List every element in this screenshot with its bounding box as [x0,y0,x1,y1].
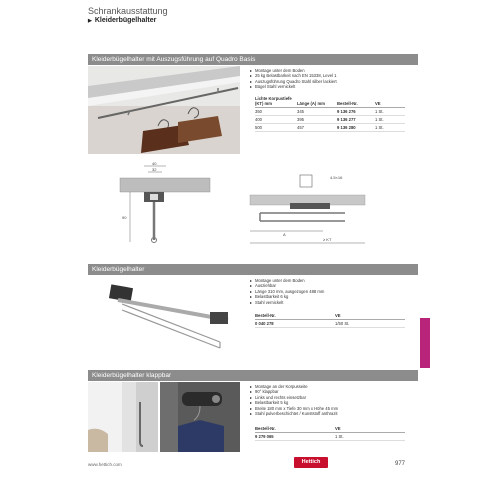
spec-table-2 [255,312,405,328]
feature-item: ▸ Stahl pulverbeschichtet / Kunststoff anthrazit [250,411,418,416]
table-cell: 500 [255,124,297,132]
chapter-tab [420,318,430,368]
table-cell: 9 136 277 [337,116,375,124]
table-cell: 345 [297,108,337,116]
product-photo-3a [88,382,158,452]
page-subtitle-text: Kleiderbügelhalter [94,17,157,24]
dimension-label: 32 [152,167,157,172]
feature-item: ▸ Stahl vernickelt [250,300,418,305]
table-header: VE [335,425,405,433]
dimension-label: ≥ KT [323,237,332,242]
brand-logo: Hettich [294,457,328,468]
feature-item: ▸ Bügel Stahl vernickelt [250,84,418,89]
page-number: 977 [395,461,406,467]
table-row [255,116,405,124]
table-cell: 395 [297,116,337,124]
section-header-2: Kleiderbügelhalter [88,264,418,275]
table-header: Bestell-Nr. [337,95,375,108]
dimension-label: A [283,232,286,237]
section-header-3: Kleiderbügelhalter klappbar [88,370,418,381]
table-row [255,124,405,132]
table-cell: 1 St. [375,124,405,132]
spec-table-3 [255,425,405,441]
table-row [255,320,405,328]
feature-item: ▸ 25 kg Belastbarkeit nach EN 15338, Level 1 [250,73,418,78]
feature-item: ▸ Länge 310 mm, ausgezogen 488 mm [250,289,418,294]
table-cell: 9 136 276 [337,108,375,116]
feature-item: ▸ Ausziehbar [250,283,418,288]
feature-item: ▸ Belastbarkeit 6 kg [250,294,418,299]
dimension-label: 90 [122,215,127,220]
triangle-icon: ▶ [88,18,92,24]
table-row [255,433,405,441]
technical-drawing-side [245,165,370,255]
product-photo-1 [88,66,240,154]
feature-item: ▸ Montage unter dem Boden [250,68,418,73]
page-subtitle [88,17,156,24]
feature-item: ▸ Breite 180 mm x Tiefe 30 mm x Höhe 45 mm [250,406,418,411]
product-photo-3b [160,382,240,452]
feature-item: ▸ Auszugsführung Quadro Stahl silber lackiert [250,79,418,84]
table-cell: 9 136 280 [337,124,375,132]
feature-item: ▸ Belastbarkeit 5 kg [250,400,418,405]
feature-list-2 [250,278,418,305]
table-cell: 1/50 St. [335,320,405,328]
table-cell: 1 St. [375,116,405,124]
spec-table-1 [255,95,405,132]
table-cell: 1 St. [335,433,405,441]
table-header: VE [375,95,405,108]
table-cell: 400 [255,116,297,124]
table-header: Länge (A) mm [297,95,337,108]
feature-list-1 [250,68,418,90]
table-cell: 457 [297,124,337,132]
footer-url[interactable]: www.hettich.com [88,462,122,467]
table-cell: 9 279 065 [255,433,335,441]
table-row [255,108,405,116]
table-cell: 350 [255,108,297,116]
table-cell: 0 040 278 [255,320,335,328]
product-photo-2 [100,280,238,360]
table-cell: 1 St. [375,108,405,116]
feature-item: ▸ 90° klappbar [250,389,418,394]
technical-drawing-front [110,160,215,255]
screw-label: 4.5×16 [330,175,343,180]
feature-item: ▸ Montage unter dem Boden [250,278,418,283]
feature-list-3 [250,384,418,416]
feature-item: ▸ Montage an der Korpusseite [250,384,418,389]
feature-item: ▸ Links und rechts einsetzbar [250,395,418,400]
table-header: Bestell-Nr. [255,312,335,320]
dimension-label: 40 [152,161,157,166]
table-header: VE [335,312,405,320]
table-header: Lichte Korpustiefe (KT) mm [255,95,297,108]
table-header: Bestell-Nr. [255,425,335,433]
page-title: Schrankausstattung [88,6,168,16]
section-header-1: Kleiderbügelhalter mit Auszugsführung auf Quadro Basis [88,54,418,65]
